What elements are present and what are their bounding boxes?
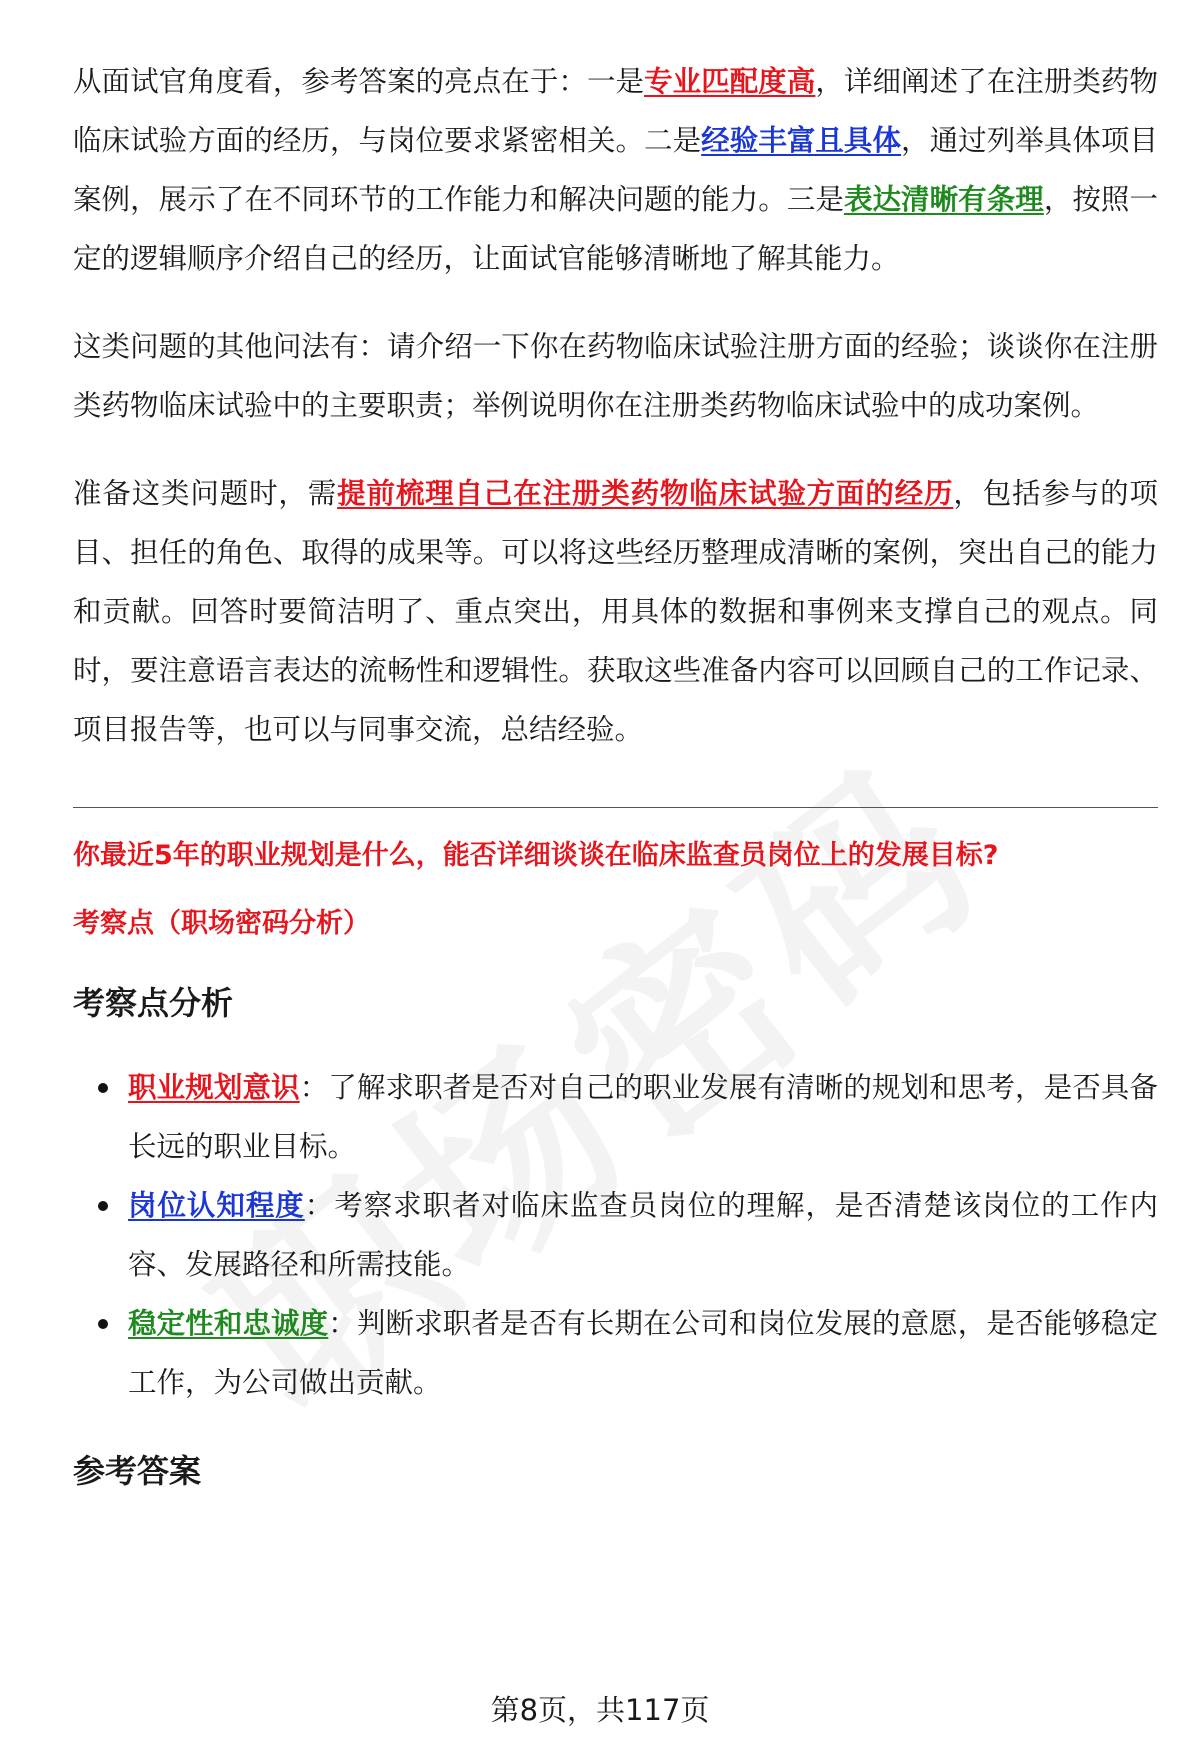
point-text: ：判断求职者是否有长期在公司和岗位发展的意愿，是否能够稳定工作，为公司做出贡献。 xyxy=(128,1307,1158,1399)
analysis-heading: 考察点分析 xyxy=(73,984,234,1022)
section-divider xyxy=(73,807,1158,808)
point-label: 稳定性和忠诚度 xyxy=(128,1307,329,1340)
bullet-icon xyxy=(98,1319,108,1329)
text-span: ，通过列举具体项目案例，展示了在不同环节的工作能力和解决问题的能力。三是 xyxy=(73,124,1158,216)
highlight-professional-match: 专业匹配度高 xyxy=(644,65,816,98)
highlights-paragraph xyxy=(73,52,1158,288)
analysis-list xyxy=(73,1058,1158,1412)
highlight-clear-expression: 表达清晰有条理 xyxy=(843,183,1044,216)
list-item xyxy=(128,1176,1158,1294)
text-span: 准备这类问题时，需 xyxy=(73,477,338,510)
point-label: 职业规划意识 xyxy=(128,1071,300,1104)
text-span: ，按照一定的逻辑顺序介绍自己的经历，让面试官能够清晰地了解其能力。 xyxy=(73,183,1158,275)
preparation-paragraph xyxy=(73,464,1158,759)
highlight-rich-experience: 经验丰富且具体 xyxy=(701,124,902,157)
text-span: 从面试官角度看，参考答案的亮点在于：一是 xyxy=(73,65,645,98)
point-text: ：了解求职者是否对自己的职业发展有清晰的规划和思考，是否具备长远的职业目标。 xyxy=(128,1071,1158,1163)
page-content xyxy=(73,52,1158,1496)
bullet-icon xyxy=(98,1201,108,1211)
page-number: 第8页，共117页 xyxy=(490,1693,710,1727)
point-label: 岗位认知程度 xyxy=(128,1189,305,1222)
answer-heading: 参考答案 xyxy=(73,1452,202,1490)
text-span: ，包括参与的项目、担任的角色、取得的成果等。可以将这些经历整理成清晰的案例，突出自己的能力和贡献。回答时要简洁明了、重点突出，用具体的数据和事例来支撑自己的观点。同时，要注意语言表达的流畅性和逻辑性。获取这些准备内容可以回顾自己的工作记录、项目报告等，也可以与同事交流，总结经验。 xyxy=(73,477,1158,746)
interview-question: 你最近5年的职业规划是什么，能否详细谈谈在临床监查员岗位上的发展目标? xyxy=(73,840,999,871)
highlight-prepare-experience: 提前梳理自己在注册类药物临床试验方面的经历 xyxy=(337,477,954,510)
examination-subheading: 考察点（职场密码分析） xyxy=(73,908,370,939)
text-span: ，详细阐述了在注册类药物临床试验方面的经历，与岗位要求紧密相关。二是 xyxy=(73,65,1158,157)
bullet-icon xyxy=(98,1083,108,1093)
alternative-questions-paragraph: 这类问题的其他问法有：请介绍一下你在药物临床试验注册方面的经验；谈谈你在注册类药物临床试验中的主要职责；举例说明你在注册类药物临床试验中的成功案例。 xyxy=(73,330,1158,422)
list-item xyxy=(128,1294,1158,1412)
list-item xyxy=(128,1058,1158,1176)
point-text: ：考察求职者对临床监查员岗位的理解，是否清楚该岗位的工作内容、发展路径和所需技能。 xyxy=(128,1189,1158,1281)
